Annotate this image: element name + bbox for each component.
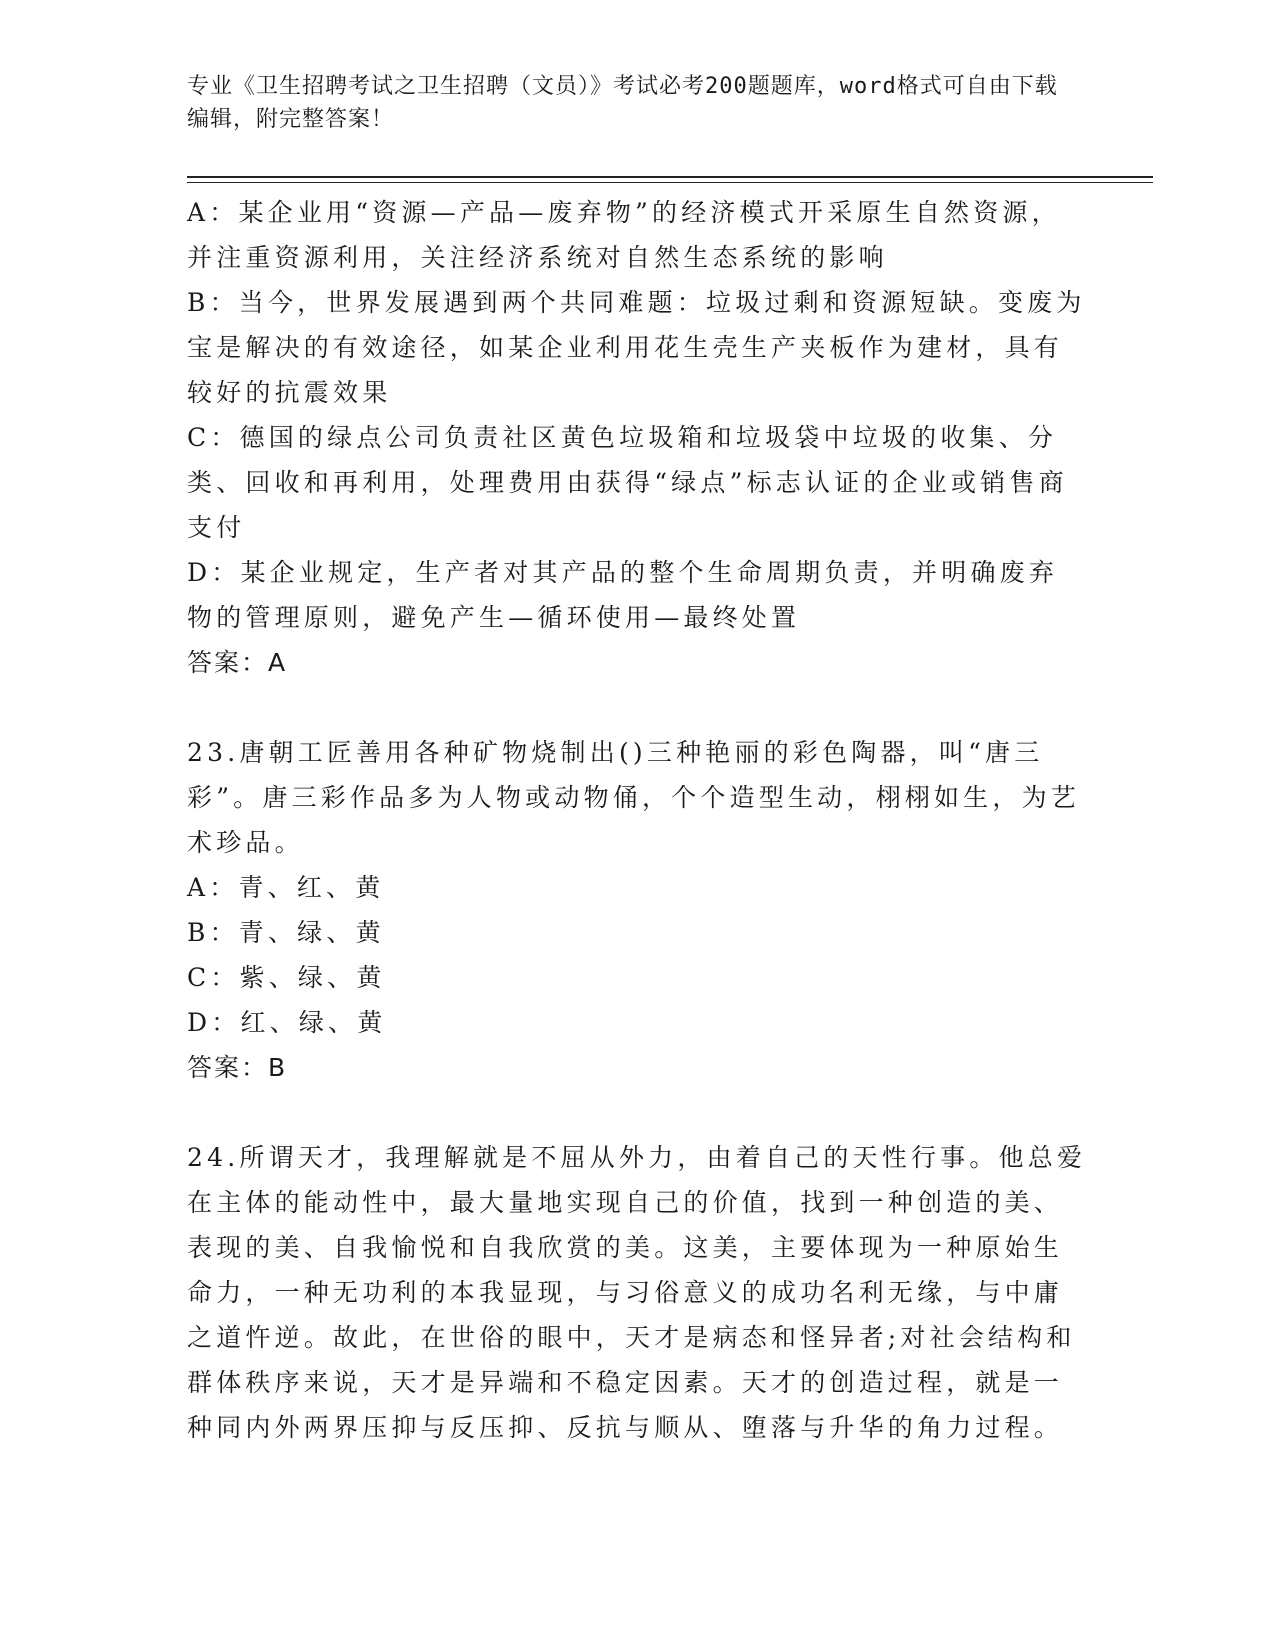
q22-option-c: C：德国的绿点公司负责社区黄色垃圾箱和垃圾袋中垃圾的收集、分类、回收和再利用，处理费用由获得“绿点”标志认证的企业或销售商支付 <box>187 423 1068 542</box>
q22-answer: 答案：A <box>187 648 288 677</box>
header-rule-thin <box>187 182 1153 183</box>
q23-answer: 答案：B <box>187 1053 288 1082</box>
q22-option-d: D：某企业规定，生产者对其产品的整个生命周期负责，并明确废弃物的管理原则，避免产生—循环使用—最终处置 <box>187 558 1059 632</box>
document-header: 专业《卫生招聘考试之卫生招聘（文员）》考试必考200题题库，word格式可自由下载编辑，附完整答案！ <box>187 74 1058 132</box>
q22-option-a: A：某企业用“资源—产品—废弃物”的经济模式开采原生自然资源，并注重资源利用，关注经济系统对自然生态系统的影响 <box>187 198 1061 272</box>
header-rule-thick <box>187 176 1153 178</box>
q23-stem: 23.唐朝工匠善用各种矿物烧制出()三种艳丽的彩色陶器，叫“唐三彩”。唐三彩作品多为人物或动物俑，个个造型生动，栩栩如生，为艺术珍品。 <box>187 738 1080 857</box>
q23-option-b: B：青、绿、黄 <box>187 918 385 947</box>
q23-option-c: C：紫、绿、黄 <box>187 963 386 992</box>
q22-option-b: B：当今，世界发展遇到两个共同难题：垃圾过剩和资源短缺。变废为宝是解决的有效途径，如某企业利用花生壳生产夹板作为建材，具有较好的抗震效果 <box>187 288 1086 407</box>
spacer <box>187 685 1087 730</box>
q23-option-d: D：红、绿、黄 <box>187 1008 387 1037</box>
spacer <box>187 1090 1087 1135</box>
q23-option-a: A：青、红、黄 <box>187 873 385 902</box>
q24-stem: 24.所谓天才，我理解就是不屈从外力，由着自己的天性行事。他总爱在主体的能动性中，最大量地实现自己的价值，找到一种创造的美、表现的美、自我愉悦和自我欣赏的美。这美，主要体现为一种原始生命力，一种无功利的本我显现，与习俗意义的成功名利无缘，与中庸之道忤逆。故此，在世俗的眼中，天才是病态和怪异者;对社会结构和群体秩序来说，天才是异端和不稳定因素。天才的创造过程，就是一种同内外两界压抑与反压抑、反抗与顺从、堕落与升华的角力过程。 <box>187 1143 1087 1442</box>
document-body <box>187 190 1087 1450</box>
